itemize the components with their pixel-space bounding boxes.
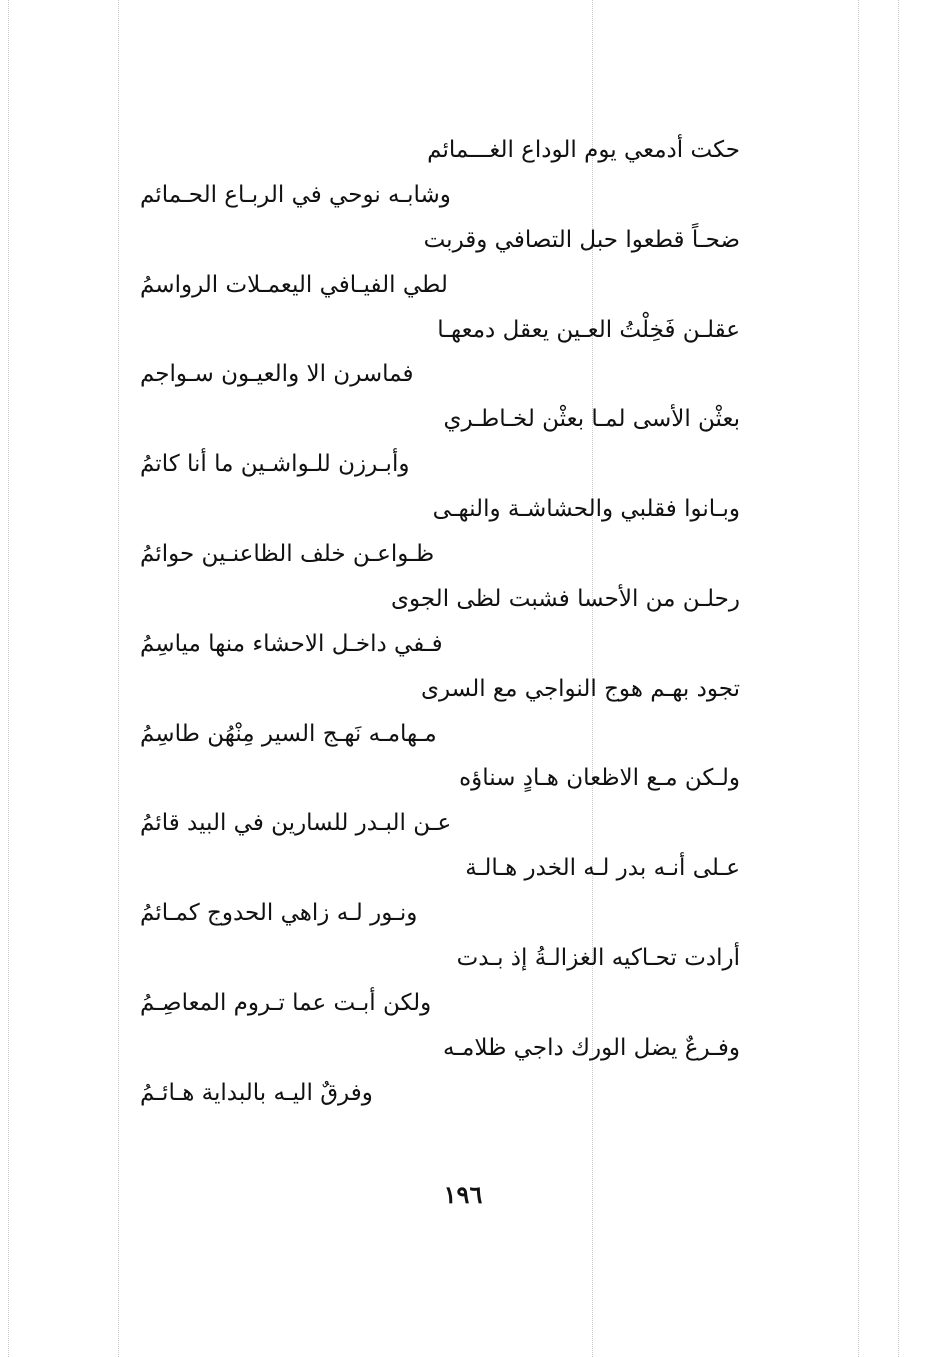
verse-second-hemistich (140, 532, 740, 577)
hemistich-text: وفرقٌ اليـه بالبداية هـائـمُ (140, 1079, 373, 1106)
hemistich-text: تجود بهـم هوج النواجي مع السرى (420, 675, 740, 702)
hemistich-text: ولكن أبـت عما تـروم المعاصِـمُ (140, 989, 432, 1016)
verse-second-hemistich (140, 891, 740, 936)
verse-first-hemistich (140, 397, 740, 442)
page-number: ١٩٦ (443, 1180, 483, 1209)
verse-first-hemistich (140, 487, 740, 532)
verse-first-hemistich (140, 936, 740, 981)
hemistich-text: عقلـن فَخِلْتُ العـين يعقل دمعهـا (437, 316, 740, 343)
verse-first-hemistich (140, 756, 740, 801)
hemistich-text: وبـانوا فقلبي والحشاشـة والنهـى (432, 496, 740, 523)
hemistich-text: وأبـرزن للـواشـين ما أنا كاتمُ (140, 451, 410, 478)
verse-second-hemistich (140, 981, 740, 1026)
verse-second-hemistich (140, 352, 740, 397)
scan-artifact-line (8, 0, 9, 1357)
verse-second-hemistich (140, 622, 740, 667)
verse-second-hemistich (140, 712, 740, 757)
verse-first-hemistich (140, 1026, 740, 1071)
hemistich-text: مـهامـه نَهـج السير مِنْهُن طاسِمُ (140, 720, 437, 747)
hemistich-text: ضحـاً قطعوا حبل التصافي وقربت (423, 226, 740, 253)
hemistich-text: بعثْن الأسى لمـا بعثْن لخـاطـري (443, 406, 740, 433)
hemistich-text: فماسرن الا والعيـون سـواجم (140, 361, 414, 388)
hemistich-text: حكت أدمعي يوم الوداع الغـــمائم (427, 137, 740, 163)
hemistich-text: وفـرعٌ يضل الورك داجي ظلامـه (442, 1034, 740, 1061)
hemistich-text: عـن البـدر للسارين في البيد قائمُ (140, 810, 452, 837)
verse-first-hemistich (140, 667, 740, 712)
verse-first-hemistich (140, 308, 740, 353)
scan-artifact-line (118, 0, 119, 1357)
hemistich-text: ولـكن مـع الاظعان هـادٍ سناؤه (459, 765, 740, 792)
hemistich-text: ونـور لـه زاهي الحدوج كمـائمُ (140, 900, 418, 927)
hemistich-text: ظـواعـن خلف الظاعنـين حوائمُ (140, 541, 435, 568)
hemistich-text: فـفي داخـل الاحشاء منها مياسِمُ (140, 630, 443, 657)
hemistich-text: عـلى أنـه بدر لـه الخدر هـالـة (465, 855, 740, 882)
poem (140, 128, 740, 1116)
verse-second-hemistich (140, 1071, 740, 1116)
hemistich-text: أرادت تحـاكيه الغزالـةُ إذ بـدت (456, 945, 740, 972)
verse-second-hemistich (140, 442, 740, 487)
verse-first-hemistich (140, 577, 740, 622)
scan-artifact-line (858, 0, 859, 1357)
hemistich-text: رحلـن من الأحسا فشبت لظى الجوى (390, 585, 740, 612)
verse-second-hemistich (140, 263, 740, 308)
scan-artifact-line (898, 0, 899, 1357)
verse-second-hemistich (140, 801, 740, 846)
hemistich-text: لطي الفيـافي اليعمـلات الرواسمُ (140, 271, 448, 298)
hemistich-text: وشابـه نوحي في الربـاع الحـمائم (140, 181, 451, 208)
verse-first-hemistich (140, 128, 740, 173)
verse-first-hemistich (140, 218, 740, 263)
verse-second-hemistich (140, 173, 740, 218)
verse-first-hemistich (140, 846, 740, 891)
